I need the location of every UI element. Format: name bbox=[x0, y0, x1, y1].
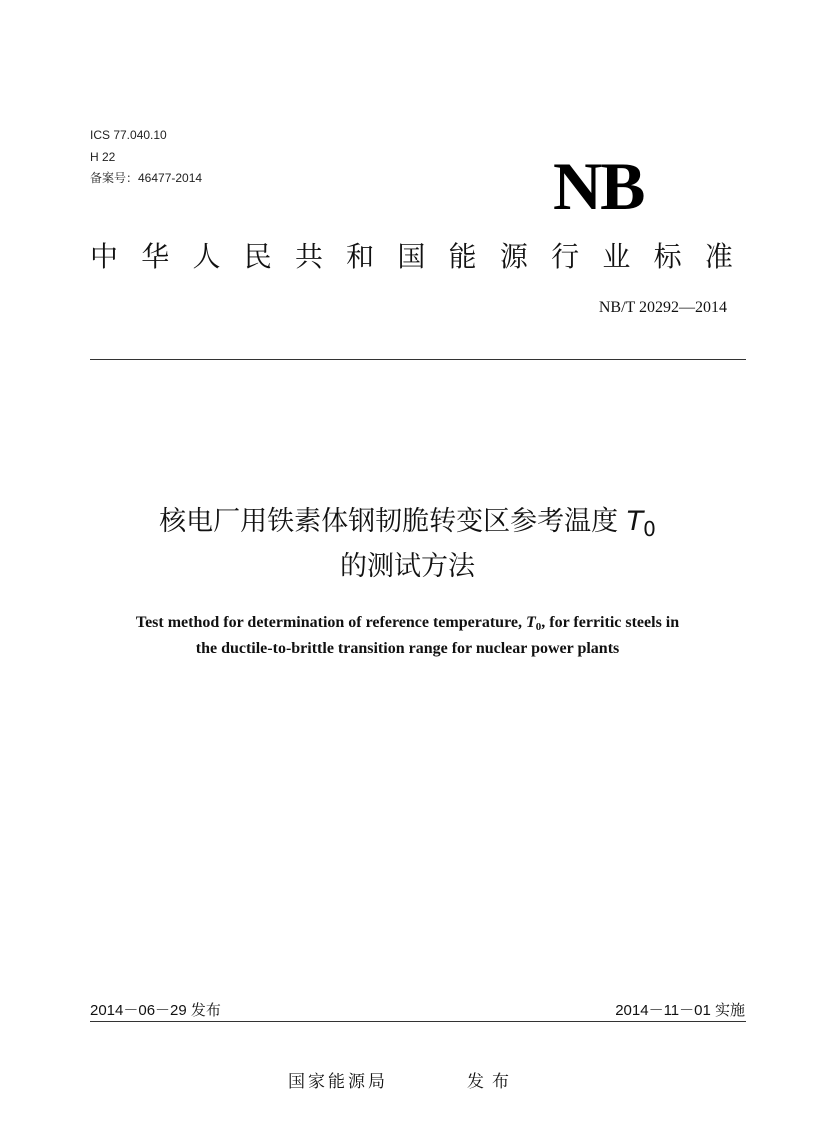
standard-type-char: 源 bbox=[499, 240, 528, 273]
standard-type-char: 中 bbox=[90, 240, 119, 273]
standard-type-char: 和 bbox=[346, 240, 375, 273]
standard-type-char: 国 bbox=[397, 240, 426, 273]
standard-type-char: 人 bbox=[192, 240, 221, 273]
title-zh-line-2: 的测试方法 bbox=[340, 551, 475, 582]
title-zh-line-1 bbox=[40, 504, 775, 541]
standard-type-heading bbox=[90, 239, 733, 275]
title-zh-symbol: T bbox=[626, 506, 644, 537]
standard-type-char: 准 bbox=[704, 240, 733, 273]
implement-date: 2014－11－01 实施 bbox=[615, 1002, 745, 1019]
bottom-divider bbox=[90, 1021, 746, 1022]
title-en-before: Test method for determination of reference temperature, bbox=[135, 614, 526, 631]
title-en-symbol: T bbox=[525, 614, 536, 631]
title-en-subscript: 0 bbox=[535, 621, 542, 633]
standard-type-char: 能 bbox=[448, 240, 477, 273]
title-zh-main: 核电厂用铁素体钢韧脆转变区参考温度 bbox=[159, 506, 619, 537]
category-code: H 22 bbox=[90, 150, 116, 164]
standard-number: NB/T 20292—2014 bbox=[598, 299, 727, 316]
standard-type-char: 标 bbox=[653, 240, 682, 273]
title-en-line-2: the ductile-to-brittle transition range for nuclear power plants bbox=[195, 640, 620, 657]
release-date: 2014－06－29 发布 bbox=[90, 1002, 221, 1019]
ics-code: ICS 77.040.10 bbox=[90, 128, 167, 142]
record-number: 备案号：46477-2014 bbox=[90, 171, 203, 185]
issuer-action: 发布 bbox=[467, 1072, 517, 1092]
standard-type-char: 共 bbox=[294, 240, 323, 273]
issuer-name: 国家能源局 bbox=[288, 1072, 388, 1092]
standard-type-char: 华 bbox=[141, 240, 170, 273]
standard-type-char: 行 bbox=[551, 240, 580, 273]
nb-logo: NB bbox=[553, 148, 644, 224]
standard-type-char: 业 bbox=[602, 240, 631, 273]
top-divider bbox=[90, 359, 746, 360]
title-en-line-1 bbox=[40, 613, 775, 634]
title-zh-subscript: 0 bbox=[643, 517, 656, 541]
standard-type-char: 民 bbox=[243, 240, 272, 273]
title-en-after: , for ferritic steels in bbox=[541, 614, 680, 631]
